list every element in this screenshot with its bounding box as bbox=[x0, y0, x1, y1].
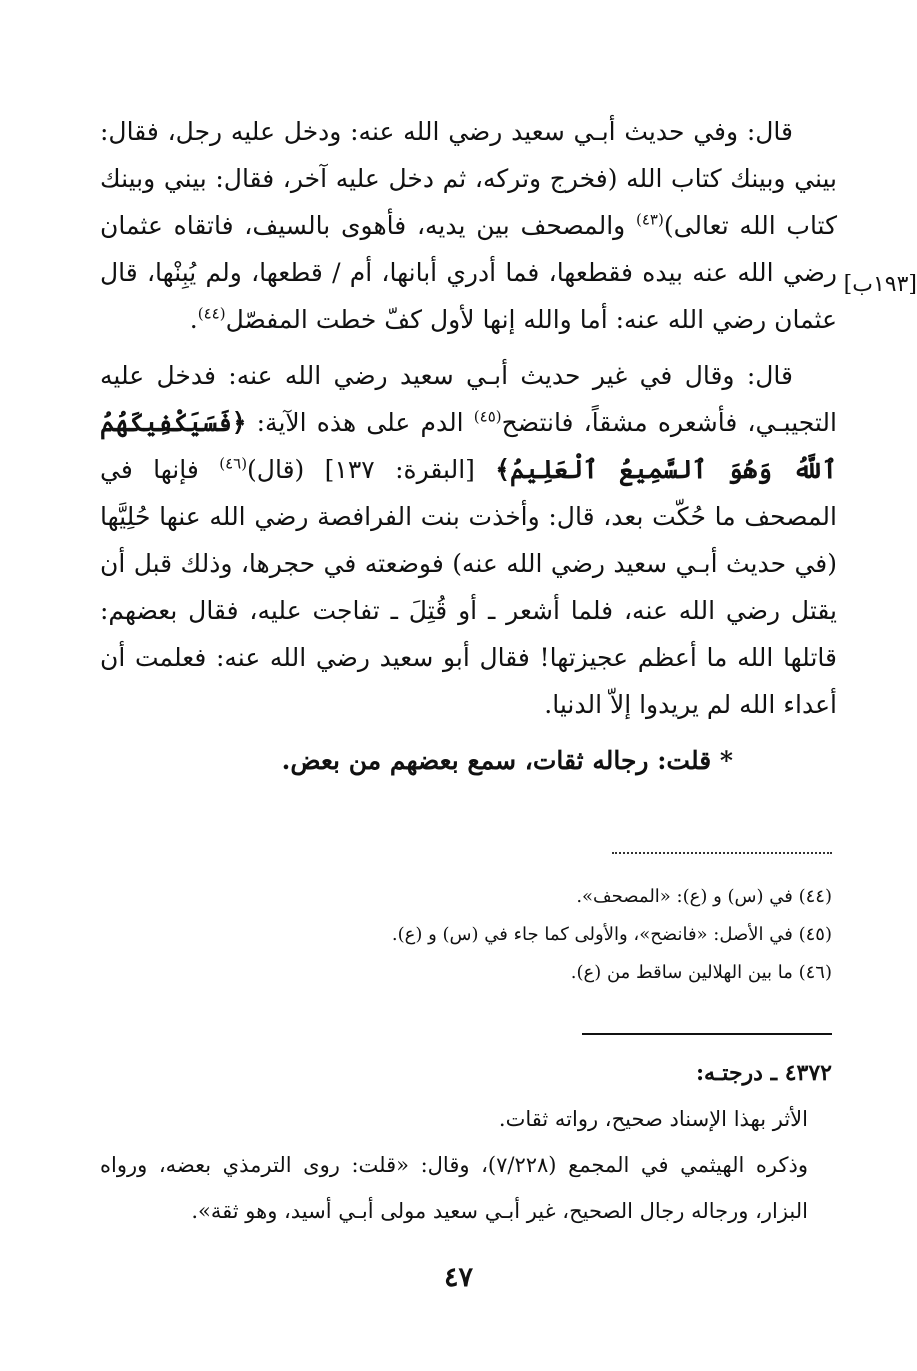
footnote-separator bbox=[612, 852, 832, 854]
footnote-ref-43: (٤٣) bbox=[636, 210, 664, 229]
paragraph-1-text: قال: وفي حديث أبـي سعيد رضي الله عنه: ودخل عليه رجل، فقال: بيني وبينك كتاب الله (فخرج وتركه، ثم دخل عليه آخر، فقال: بيني وبينك كتاب الله تعالى) bbox=[100, 117, 838, 240]
footnote-ref-46: (٤٦) bbox=[219, 454, 248, 473]
manuscript-folio-marker: [١٩٣ب] bbox=[843, 272, 917, 297]
quran-verse: ﴿فَسَيَكْفِيكَهُمُ ٱللَّهُ وَهُوَ ٱلسَّمِيعُ ٱلْعَلِيمُ﴾ bbox=[100, 408, 837, 484]
footnotes bbox=[100, 878, 832, 992]
paragraph-2-text-c: فإنها في المصحف ما حُكّت بعد، قال: وأخذت بنت الفرافصة رضي الله عنها حُلِيَّها (في حديث أبـي سعيد رضي الله عنه) فوضعته في حجرها، وذلك قبل أن يقتل رضي الله عنه، فلما أشعر ـ أو قُتِلَ ـ تفاجت عليه، فقال بعضهم: قاتلها الله ما أعظم عجيزتها! فقال أبو سعيد رضي الله عنه: فعلمت أن أعداء الله لم يريدوا إلاّ الدنيا. bbox=[100, 455, 837, 719]
main-text bbox=[100, 108, 837, 793]
verdict-note: * قلت: رجاله ثقات، سمع بعضهم من بعض. bbox=[281, 746, 733, 775]
section-divider bbox=[582, 1033, 832, 1035]
grading-section bbox=[100, 1050, 832, 1234]
section-line-2: وذكره الهيثمي في المجمع (٧/٢٢٨)، وقال: «قلت: روى الترمذي بعضه، ورواه البزار، ورجاله رجال الصحيح، غير أبـي سعيد مولى أبـي أسيد، وهو ثقة». bbox=[100, 1153, 808, 1223]
footnote-ref-45: (٤٥) bbox=[473, 407, 502, 426]
paragraph-2 bbox=[100, 352, 837, 728]
paragraph-2-text-a: قال: وقال في غير حديث أبـي سعيد رضي الله عنه: فدخل عليه التجيبـي، فأشعره مشقاً، فانتضح bbox=[100, 361, 837, 437]
paragraph-1-end: . bbox=[189, 305, 198, 334]
footnote-ref-44: (٤٤) bbox=[197, 304, 226, 323]
footnote-45: (٤٥) في الأصل: «فانضح»، والأولى كما جاء في (س) و (ع). bbox=[391, 924, 832, 945]
page-number: ٤٧ bbox=[443, 1262, 473, 1293]
footnote-46: (٤٦) ما بين الهلالين ساقط من (ع). bbox=[570, 962, 832, 983]
section-heading: ٤٣٧٢ ـ درجتـه: bbox=[695, 1060, 832, 1086]
paragraph-1 bbox=[100, 108, 837, 343]
section-line-1: الأثر بهذا الإسناد صحيح، رواته ثقات. bbox=[498, 1107, 808, 1131]
paragraph-1-continuation: والمصحف بين يديه، فأهوى بالسيف، فاتقاه عثمان رضي الله عنه بيده فقطعها، فما أدري أبانها، أم / قطعها، ولم يُبِنْها، قال عثمان رضي الله عنه: أما والله إنها لأول كفّ خطت المفصّل bbox=[100, 211, 837, 334]
quran-reference: [البقرة: ١٣٧] (قال) bbox=[247, 455, 496, 484]
footnote-44: (٤٤) في (س) و (ع): «المصحف». bbox=[576, 886, 832, 907]
paragraph-2-text-b: الدم على هذه الآية: bbox=[246, 408, 474, 437]
